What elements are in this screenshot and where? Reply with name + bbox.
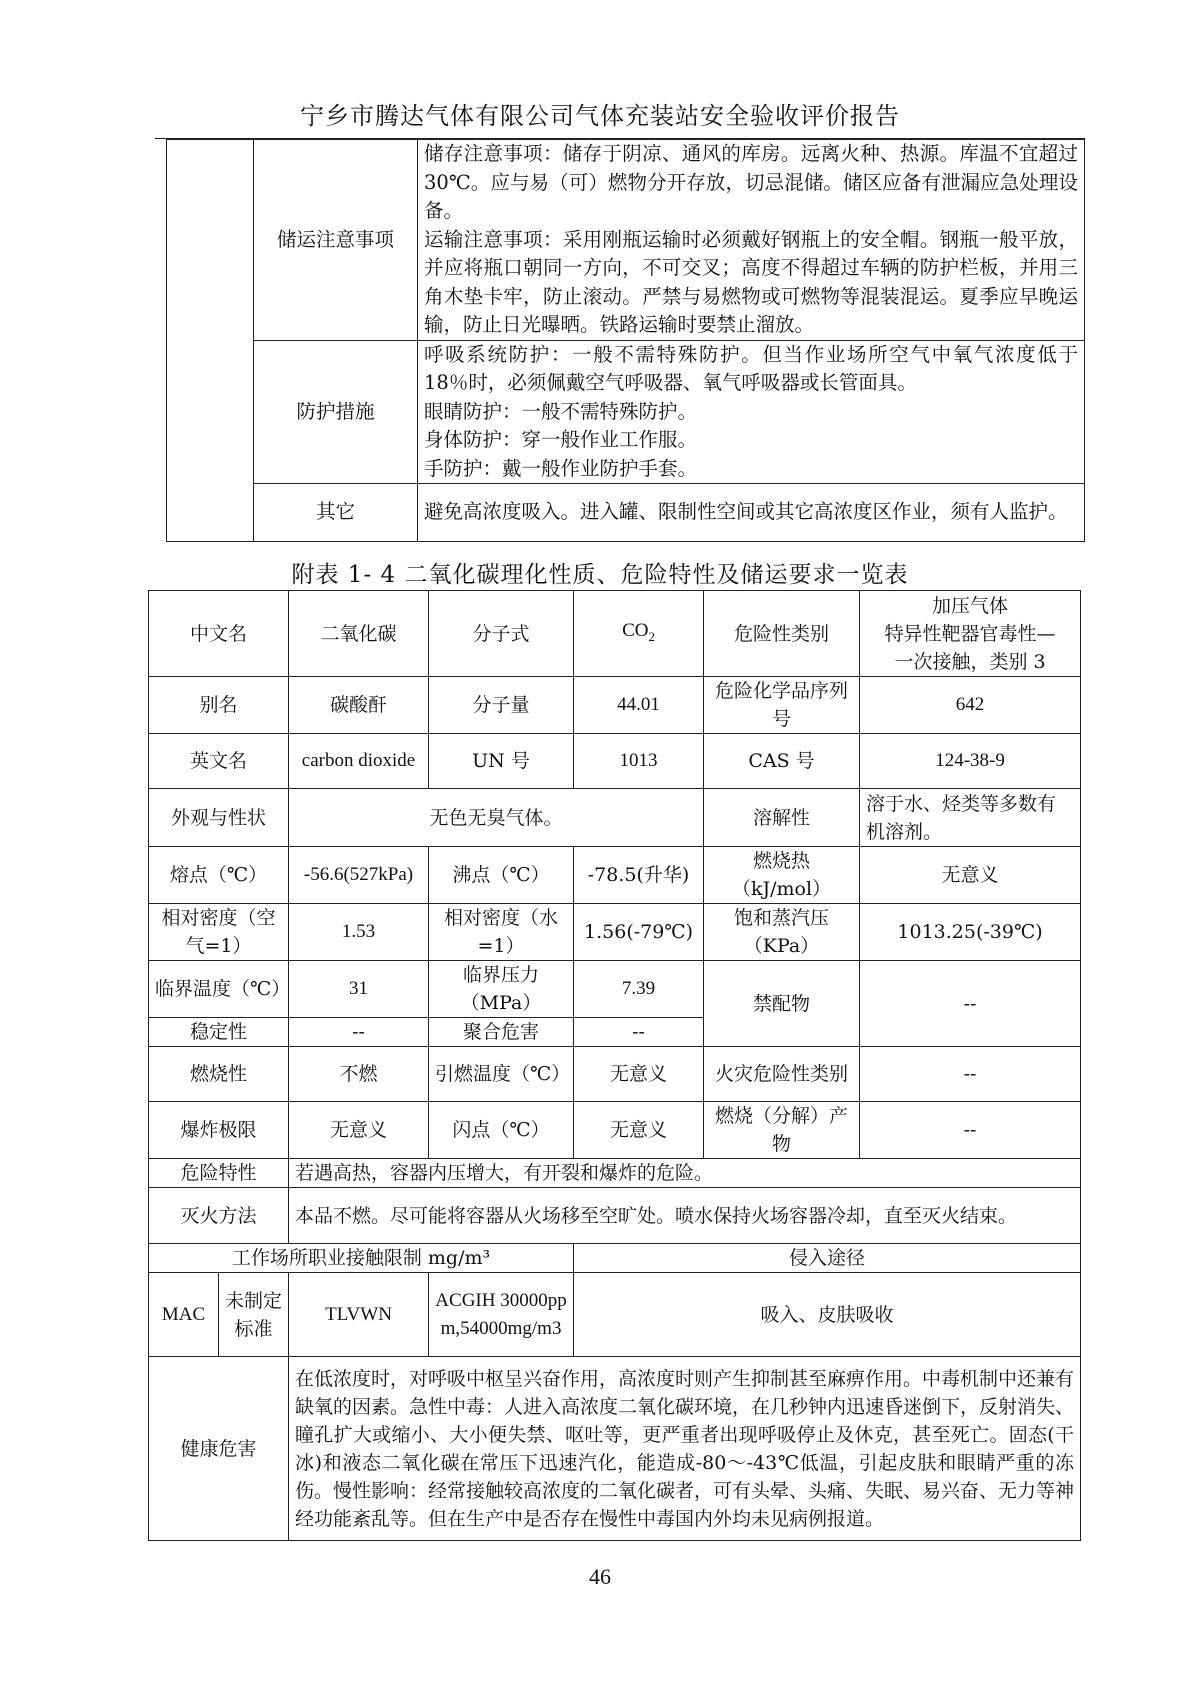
cell-solubility-label: 溶解性 [704, 789, 860, 847]
cell-combustion-heat: 无意义 [860, 847, 1081, 904]
table-row [149, 847, 1081, 904]
cell-hazard-characteristics-label: 危险特性 [149, 1159, 289, 1188]
cell-health-hazard-label: 健康危害 [149, 1357, 289, 1541]
cell-decomposition-label: 燃烧（分解）产物 [704, 1102, 860, 1159]
content-line: 身体防护：穿一般作业工作服。 [424, 428, 698, 451]
cell-decomposition: -- [860, 1102, 1081, 1159]
table-row [149, 1102, 1081, 1159]
cell-hazchem-no: 642 [860, 677, 1081, 734]
cell-appearance-label: 外观与性状 [149, 789, 289, 847]
cell-health-hazard: 在低浓度时，对呼吸中枢呈兴奋作用，高浓度时则产生抑制甚至麻痹作用。中毒机制中还兼有缺氧的因素。急性中毒：人进入高浓度二氧化碳环境，在几秒钟内迅速昏迷倒下，反射消失、瞳孔扩大或缩小、大小便失禁、呕吐等，更严重者出现呼吸停止及休克，甚至死亡。固态(干冰)和液态二氧化碳在常压下迅速汽化，能造成-80～-43℃低温，引起皮肤和眼睛严重的冻伤。慢性影响：经常接触较高浓度的二氧化碳者，可有头晕、头痛、失眠、易兴奋、无力等神经功能紊乱等。但在生产中是否存在慢性中毒国内外均未见病例报道。 [289, 1357, 1081, 1541]
blank-category-cell [167, 140, 254, 542]
cell-flammability: 不燃 [289, 1047, 429, 1102]
cell-fire-hazard: -- [860, 1047, 1081, 1102]
table-row [149, 1047, 1081, 1102]
table-caption: 附表 1- 4 二氧化碳理化性质、危险特性及储运要求一览表 [291, 562, 909, 588]
table-row [149, 1244, 1081, 1273]
cell-vapor-pressure-label: 饱和蒸汽压（KPa） [704, 904, 860, 961]
cell-un-number: 1013 [574, 734, 704, 789]
cell-hazard-class [860, 591, 1081, 677]
cell-stability-label: 稳定性 [149, 1018, 289, 1047]
formula-subscript: 2 [648, 628, 655, 644]
cell-acgih-value: ACGIH 30000ppm,54000mg/m3 [429, 1273, 574, 1357]
row-content [418, 340, 1085, 484]
content-line: 运输注意事项：采用刚瓶运输时必须戴好钢瓶上的安全帽。钢瓶一般平放，并应将瓶口朝同一方向，不可交叉；高度不得超过车辆的防护栏板，并用三角木垫卡牢，防止滚动。严禁与易燃物或可燃物等混装混运。夏季应早晚运输，防止日光曝晒。铁路运输时要禁止溜放。 [424, 227, 1078, 336]
cell-critical-temp-label: 临界温度（℃） [149, 961, 289, 1018]
cell-flash-point: 无意义 [574, 1102, 704, 1159]
table-row [167, 140, 1085, 341]
cell-flammability-label: 燃烧性 [149, 1047, 289, 1102]
cell-rel-density-air-label: 相对密度（空气=1） [149, 904, 289, 961]
co2-properties-table [148, 590, 1081, 1541]
cell-extinguishing: 本品不燃。尽可能将容器从火场移至空旷处。喷水保持火场容器冷却，直至灭火结束。 [289, 1188, 1081, 1244]
cell-exposure-route: 吸入、皮肤吸收 [574, 1273, 1081, 1357]
cell-critical-pressure: 7.39 [574, 961, 704, 1018]
cell-combustion-heat-label: 燃烧热（kJ/mol） [704, 847, 860, 904]
table-row [149, 1188, 1081, 1244]
page-header-title: 宁乡市腾达气体有限公司气体充装站安全验收评价报告 [300, 102, 900, 130]
page-number: 46 [589, 1564, 611, 1589]
cell-molecular-weight: 44.01 [574, 677, 704, 734]
cell-boiling-point: -78.5(升华) [574, 847, 704, 904]
cell-un-label: UN 号 [429, 734, 574, 789]
cell-cas-number: 124-38-9 [860, 734, 1081, 789]
cell-appearance: 无色无臭气体。 [289, 789, 704, 847]
table-row [149, 789, 1081, 847]
cell-incompatibles-label: 禁配物 [704, 961, 860, 1047]
table-row [149, 591, 1081, 677]
row-content [418, 484, 1085, 542]
cell-extinguishing-label: 灭火方法 [149, 1188, 289, 1244]
table-row [149, 1159, 1081, 1188]
cell-polymerization: -- [574, 1018, 704, 1047]
table-row [149, 961, 1081, 1018]
content-line: 眼睛防护：一般不需特殊防护。 [424, 399, 698, 423]
cell-ignition-temp-label: 引燃温度（℃） [429, 1047, 574, 1102]
cell-explosion-limit-label: 爆炸极限 [149, 1102, 289, 1159]
cell-solubility: 溶于水、烃类等多数有机溶剂。 [860, 789, 1081, 847]
formula-base: CO [622, 619, 649, 641]
cell-formula-label: 分子式 [429, 591, 574, 677]
cell-melting-point-label: 熔点（℃） [149, 847, 289, 904]
cell-chinese-name-label: 中文名 [149, 591, 289, 677]
row-label: 其它 [254, 484, 418, 542]
table-row [167, 340, 1085, 484]
cell-fire-hazard-label: 火灾危险性类别 [704, 1047, 860, 1102]
cell-hazard-class-label: 危险性类别 [704, 591, 860, 677]
cell-polymerization-label: 聚合危害 [429, 1018, 574, 1047]
row-label: 防护措施 [254, 340, 418, 484]
cell-stability: -- [289, 1018, 429, 1047]
hazard-class-line: 特异性靶器官毒性— [884, 622, 1056, 645]
cell-boiling-point-label: 沸点（℃） [429, 847, 574, 904]
content-line: 储存注意事项：储存于阴凉、通风的库房。远离火种、热源。库温不宜超过 30℃。应与易（可）燃物分开存放，切忌混储。储区应备有泄漏应急处理设备。 [424, 142, 1078, 222]
cell-critical-pressure-label: 临界压力（MPa） [429, 961, 574, 1018]
cell-mac-label: MAC [149, 1273, 219, 1357]
hazard-class-line: 一次接触，类别 3 [894, 650, 1046, 673]
cell-flash-point-label: 闪点（℃） [429, 1102, 574, 1159]
table-row [167, 484, 1085, 542]
cell-rel-density-water: 1.56(-79℃) [574, 904, 704, 961]
cell-chinese-name: 二氧化碳 [289, 591, 429, 677]
cell-rel-density-water-label: 相对密度（水=1） [429, 904, 574, 961]
cell-incompatibles: -- [860, 961, 1081, 1047]
table-row [149, 734, 1081, 789]
cell-alias: 碳酸酐 [289, 677, 429, 734]
cell-english-name: carbon dioxide [289, 734, 429, 789]
content-line: 避免高浓度吸入。进入罐、限制性空间或其它高浓度区作业，须有人监护。 [424, 500, 1068, 524]
table-row [149, 1273, 1081, 1357]
continued-table [166, 139, 1085, 542]
table-row [149, 904, 1081, 961]
row-content [418, 140, 1085, 341]
cell-tlvwn-label: TLVWN [289, 1273, 429, 1357]
content-line: 呼吸系统防护：一般不需特殊防护。但当作业场所空气中氧气浓度低于 18％时，必须佩戴空气呼吸器、氧气呼吸器或长管面具。 [424, 342, 1078, 394]
cell-molecular-weight-label: 分子量 [429, 677, 574, 734]
cell-ignition-temp: 无意义 [574, 1047, 704, 1102]
cell-critical-temp: 31 [289, 961, 429, 1018]
hazard-class-line: 加压气体 [932, 594, 1009, 617]
table-row [149, 677, 1081, 734]
cell-hazchem-no-label: 危险化学品序列号 [704, 677, 860, 734]
cell-alias-label: 别名 [149, 677, 289, 734]
table-row [149, 1357, 1081, 1541]
cell-exposure-route-header: 侵入途径 [574, 1244, 1081, 1273]
cell-formula [574, 591, 704, 677]
content-line: 手防护：戴一般作业防护手套。 [424, 456, 698, 480]
row-label: 储运注意事项 [254, 140, 418, 341]
cell-rel-density-air: 1.53 [289, 904, 429, 961]
cell-explosion-limit: 无意义 [289, 1102, 429, 1159]
cell-hazard-characteristics: 若遇高热，容器内压增大，有开裂和爆炸的危险。 [289, 1159, 1081, 1188]
cell-exposure-limit-header: 工作场所职业接触限制 mg/m³ [149, 1244, 574, 1273]
cell-english-name-label: 英文名 [149, 734, 289, 789]
cell-mac-value: 未制定标准 [219, 1273, 289, 1357]
cell-cas-label: CAS 号 [704, 734, 860, 789]
cell-vapor-pressure: 1013.25(-39℃) [860, 904, 1081, 961]
cell-melting-point: -56.6(527kPa) [289, 847, 429, 904]
